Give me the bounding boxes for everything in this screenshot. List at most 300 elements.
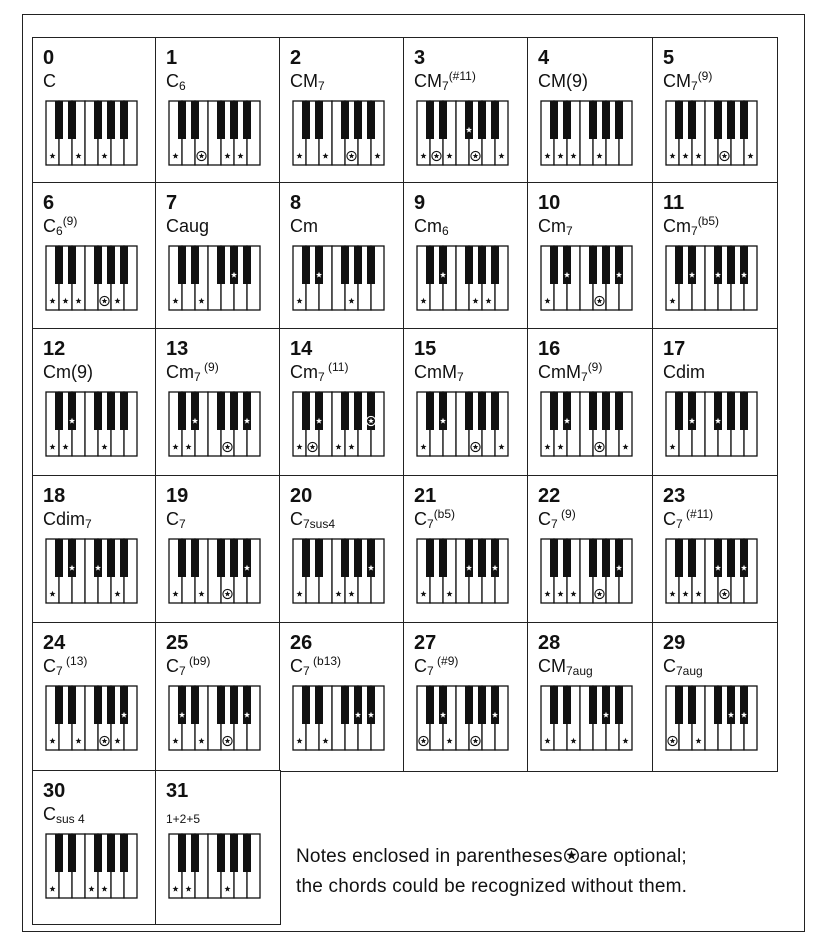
black-key xyxy=(230,246,238,284)
black-key xyxy=(465,686,473,724)
chord-cell xyxy=(652,328,778,477)
black-key xyxy=(740,686,748,724)
black-key xyxy=(589,392,597,430)
black-key xyxy=(302,686,310,724)
chord-name-base: C xyxy=(166,71,179,91)
black-key xyxy=(589,686,597,724)
keyboard-diagram xyxy=(292,685,385,751)
chord-name-base: C xyxy=(538,509,551,529)
black-key xyxy=(478,686,486,724)
black-key xyxy=(191,834,199,872)
caption-line-1-end: are optional; xyxy=(579,846,687,867)
chord-name-base: CM xyxy=(414,71,442,91)
chord-number: 28 xyxy=(538,632,561,654)
chord-name-base: C xyxy=(663,656,676,676)
chord-number: 1 xyxy=(166,47,178,69)
chord-name-base: CM xyxy=(663,71,691,91)
keyboard-diagram xyxy=(665,391,758,457)
black-key xyxy=(465,246,473,284)
chord-name-subscript: 7 xyxy=(691,224,698,238)
chord-name-subscript: 7 xyxy=(56,664,63,678)
chord-name-subscript: 7 xyxy=(179,664,186,678)
black-key xyxy=(491,686,499,724)
chord-cell xyxy=(652,475,778,624)
chord-number: 31 xyxy=(166,780,189,802)
black-key xyxy=(491,539,499,577)
chord-name xyxy=(43,509,92,531)
chord-name-subscript: 7 xyxy=(581,370,588,384)
black-key xyxy=(714,392,722,430)
chord-name-base: C xyxy=(414,509,427,529)
keyboard-diagram xyxy=(416,685,509,751)
chord-cell xyxy=(527,37,654,184)
chord-name xyxy=(290,509,336,531)
black-key xyxy=(341,246,349,284)
keyboard-diagram xyxy=(665,100,758,166)
chord-name-base: Cm xyxy=(290,216,318,236)
black-key xyxy=(230,392,238,430)
chord-cell xyxy=(403,37,529,184)
keyboard-diagram xyxy=(45,685,138,751)
black-key xyxy=(714,686,722,724)
chord-name xyxy=(43,72,56,90)
black-key xyxy=(675,246,683,284)
chord-number: 9 xyxy=(414,192,426,214)
black-key xyxy=(120,539,128,577)
black-key xyxy=(354,539,362,577)
caption-line-2: the chords could be recognized without them. xyxy=(296,876,688,897)
black-key xyxy=(426,539,434,577)
black-key xyxy=(602,246,610,284)
chord-number: 22 xyxy=(538,485,561,507)
chord-cell xyxy=(527,622,654,772)
black-key xyxy=(178,101,186,139)
black-key xyxy=(107,101,115,139)
keyboard-diagram xyxy=(45,833,138,899)
chord-name-superscript: (b9) xyxy=(185,654,211,668)
black-key xyxy=(589,101,597,139)
black-key xyxy=(426,686,434,724)
black-key xyxy=(465,101,473,139)
black-key xyxy=(94,246,102,284)
chord-cell xyxy=(32,328,157,477)
chord-name-subscript: 7aug xyxy=(676,664,703,678)
black-key xyxy=(178,246,186,284)
chord-cell xyxy=(403,475,529,624)
chord-number: 12 xyxy=(43,338,66,360)
black-key xyxy=(243,686,251,724)
chord-name-base: CmM xyxy=(538,362,581,382)
chord-number: 2 xyxy=(290,47,302,69)
black-key xyxy=(426,101,434,139)
chord-name xyxy=(166,805,201,826)
chord-cell xyxy=(527,328,654,477)
chord-cell xyxy=(652,37,778,184)
chord-name xyxy=(166,217,209,235)
black-key xyxy=(120,392,128,430)
black-key xyxy=(55,392,63,430)
black-key xyxy=(727,392,735,430)
black-key xyxy=(550,246,558,284)
optional-notes-caption xyxy=(296,842,687,902)
chord-name-subscript: 7 xyxy=(676,517,683,531)
keyboard-diagram xyxy=(665,685,758,751)
chord-name xyxy=(290,654,342,678)
black-key xyxy=(217,246,225,284)
chord-cell xyxy=(155,475,281,624)
chord-name-base: Cm xyxy=(166,362,194,382)
chord-cell xyxy=(279,182,405,330)
black-key xyxy=(615,539,623,577)
chord-name xyxy=(538,72,588,90)
chord-name-base: CM(9) xyxy=(538,71,588,91)
chord-name-subscript: 7 xyxy=(427,664,434,678)
chord-name xyxy=(43,804,85,826)
chord-name-superscript: (b5) xyxy=(433,507,456,521)
black-key xyxy=(315,246,323,284)
chord-name-base: Cm xyxy=(538,216,566,236)
chord-number: 24 xyxy=(43,632,66,654)
chord-name xyxy=(538,507,576,531)
chord-cell xyxy=(279,475,405,624)
chord-name-base: Cm xyxy=(290,362,318,382)
chord-name-subscript: 7 xyxy=(194,370,201,384)
chord-number: 5 xyxy=(663,47,675,69)
black-key xyxy=(439,686,447,724)
black-key xyxy=(120,686,128,724)
black-key xyxy=(439,539,447,577)
black-key xyxy=(55,834,63,872)
chord-cell xyxy=(155,622,281,772)
black-key xyxy=(243,539,251,577)
chord-cell xyxy=(527,182,654,330)
chord-name-subscript: 7 xyxy=(179,517,186,531)
chord-name-subscript: sus 4 xyxy=(56,812,85,826)
black-key xyxy=(465,539,473,577)
chord-name-base: C xyxy=(663,509,676,529)
black-key xyxy=(178,392,186,430)
black-key xyxy=(740,392,748,430)
caption-line-1-start: Notes enclosed in parentheses xyxy=(296,846,563,867)
chord-name xyxy=(414,216,449,238)
black-key xyxy=(94,686,102,724)
black-key xyxy=(688,392,696,430)
black-key xyxy=(217,101,225,139)
black-key xyxy=(563,539,571,577)
black-key xyxy=(550,101,558,139)
chord-name-base: Cm xyxy=(414,216,442,236)
chord-name xyxy=(663,656,703,678)
black-key xyxy=(243,834,251,872)
chord-number: 29 xyxy=(663,632,686,654)
black-key xyxy=(675,539,683,577)
black-key xyxy=(341,686,349,724)
keyboard-diagram xyxy=(665,245,758,311)
black-key xyxy=(178,834,186,872)
chord-cell xyxy=(32,475,157,624)
keyboard-diagram xyxy=(292,245,385,311)
black-key xyxy=(426,392,434,430)
black-key xyxy=(688,246,696,284)
black-key xyxy=(550,539,558,577)
chord-name xyxy=(414,507,456,531)
chord-name xyxy=(663,69,713,93)
chord-name xyxy=(43,214,78,238)
black-key xyxy=(727,686,735,724)
chord-name xyxy=(414,69,476,93)
circled-star-icon xyxy=(563,847,580,864)
chord-name-subscript: 6 xyxy=(179,79,186,93)
black-key xyxy=(550,392,558,430)
black-key xyxy=(367,101,375,139)
black-key xyxy=(107,392,115,430)
black-key xyxy=(315,101,323,139)
black-key xyxy=(302,101,310,139)
black-key xyxy=(217,834,225,872)
black-key xyxy=(675,392,683,430)
black-key xyxy=(178,539,186,577)
chord-name-base: CM xyxy=(290,71,318,91)
chord-name xyxy=(663,214,720,238)
black-key xyxy=(341,392,349,430)
black-key xyxy=(714,101,722,139)
black-key xyxy=(465,392,473,430)
chord-name-subscript: 7 xyxy=(85,517,92,531)
black-key xyxy=(439,101,447,139)
black-key xyxy=(740,246,748,284)
black-key xyxy=(602,392,610,430)
chord-name xyxy=(538,216,573,238)
chord-cell xyxy=(279,37,405,184)
chord-name-superscript: (9) xyxy=(62,214,78,228)
chord-name-subscript: 7 xyxy=(318,370,325,384)
chord-name-subscript: 7aug xyxy=(566,664,593,678)
keyboard-diagram xyxy=(168,391,261,457)
black-key xyxy=(426,246,434,284)
chord-name xyxy=(290,71,325,93)
chord-cell xyxy=(527,475,654,624)
chord-name xyxy=(166,509,186,531)
black-key xyxy=(55,246,63,284)
keyboard-diagram xyxy=(416,245,509,311)
black-key xyxy=(68,834,76,872)
chord-number: 6 xyxy=(43,192,55,214)
black-key xyxy=(354,101,362,139)
black-key xyxy=(615,686,623,724)
black-key xyxy=(439,392,447,430)
chord-number: 4 xyxy=(538,47,550,69)
black-key xyxy=(94,834,102,872)
black-key xyxy=(714,539,722,577)
keyboard-diagram xyxy=(540,391,633,457)
black-key xyxy=(563,686,571,724)
keyboard-diagram xyxy=(416,538,509,604)
black-key xyxy=(354,686,362,724)
black-key xyxy=(68,539,76,577)
chord-number: 15 xyxy=(414,338,437,360)
chord-number: 8 xyxy=(290,192,302,214)
black-key xyxy=(589,539,597,577)
chord-name-base: C xyxy=(43,804,56,824)
chord-number: 16 xyxy=(538,338,561,360)
chord-name xyxy=(290,360,349,384)
black-key xyxy=(191,101,199,139)
chord-cell xyxy=(155,182,281,330)
black-key xyxy=(315,539,323,577)
black-key xyxy=(243,101,251,139)
keyboard-diagram xyxy=(45,391,138,457)
chord-name-superscript: (b13) xyxy=(309,654,342,668)
chord-name-superscript: (13) xyxy=(62,654,88,668)
chord-name xyxy=(43,363,93,381)
chord-number: 30 xyxy=(43,780,66,802)
black-key xyxy=(230,539,238,577)
chord-name-base: Cdim xyxy=(663,362,706,382)
chord-name-base: Cdim xyxy=(43,509,86,529)
chord-name-base: C xyxy=(414,656,427,676)
chord-number: 19 xyxy=(166,485,189,507)
black-key xyxy=(740,539,748,577)
black-key xyxy=(68,686,76,724)
black-key xyxy=(55,101,63,139)
chord-name-subscript: 7 xyxy=(442,79,449,93)
keyboard-diagram xyxy=(292,391,385,457)
keyboard-diagram xyxy=(168,685,261,751)
chord-number: 21 xyxy=(414,485,437,507)
black-key xyxy=(217,392,225,430)
chord-number: 13 xyxy=(166,338,189,360)
black-key xyxy=(107,686,115,724)
chord-cell xyxy=(155,770,281,925)
black-key xyxy=(302,246,310,284)
black-key xyxy=(230,834,238,872)
black-key xyxy=(94,539,102,577)
black-key xyxy=(491,101,499,139)
chord-name-subscript: 7 xyxy=(551,517,558,531)
black-key xyxy=(688,686,696,724)
chord-name xyxy=(663,507,714,531)
chord-cell xyxy=(32,37,157,184)
keyboard-diagram xyxy=(540,100,633,166)
chord-name-subscript: 7 xyxy=(457,370,464,384)
keyboard-diagram xyxy=(168,538,261,604)
black-key xyxy=(120,246,128,284)
black-key xyxy=(191,392,199,430)
black-key xyxy=(714,246,722,284)
keyboard-diagram xyxy=(540,538,633,604)
chord-name-base: CmM xyxy=(414,362,457,382)
black-key xyxy=(55,686,63,724)
chord-number: 20 xyxy=(290,485,313,507)
keyboard-diagram xyxy=(168,245,261,311)
chord-number: 11 xyxy=(663,192,685,214)
black-key xyxy=(230,101,238,139)
chord-cell xyxy=(403,622,529,772)
black-key xyxy=(615,246,623,284)
black-key xyxy=(688,101,696,139)
chord-name xyxy=(414,654,459,678)
black-key xyxy=(367,539,375,577)
chord-cell xyxy=(279,328,405,477)
black-key xyxy=(120,834,128,872)
black-key xyxy=(478,539,486,577)
chord-name xyxy=(166,71,186,93)
black-key xyxy=(354,392,362,430)
black-key xyxy=(243,246,251,284)
black-key xyxy=(602,101,610,139)
chord-name-base: C xyxy=(43,216,56,236)
chord-number: 23 xyxy=(663,485,686,507)
chord-name xyxy=(166,360,219,384)
keyboard-diagram xyxy=(416,100,509,166)
keyboard-diagram xyxy=(45,538,138,604)
chord-name-superscript: (b5) xyxy=(697,214,720,228)
black-key xyxy=(68,101,76,139)
chord-name-subscript: 7sus4 xyxy=(303,517,336,531)
chord-name-superscript: (9) xyxy=(587,360,603,374)
black-key xyxy=(740,101,748,139)
chord-number: 3 xyxy=(414,47,426,69)
chord-number: 7 xyxy=(166,192,178,214)
black-key xyxy=(302,539,310,577)
black-key xyxy=(491,246,499,284)
black-key xyxy=(94,392,102,430)
black-key xyxy=(563,392,571,430)
chord-cell xyxy=(652,622,778,772)
chord-cell xyxy=(279,622,405,772)
chord-number: 25 xyxy=(166,632,189,654)
chord-name xyxy=(538,656,593,678)
chord-cell xyxy=(32,182,157,330)
chord-name-subscript: 6 xyxy=(56,224,63,238)
chord-name-superscript: (#11) xyxy=(448,69,476,83)
black-key xyxy=(602,686,610,724)
black-key xyxy=(217,686,225,724)
chord-name-base: Cm xyxy=(663,216,691,236)
chord-name-base: C xyxy=(43,656,56,676)
black-key xyxy=(563,101,571,139)
black-key xyxy=(478,392,486,430)
chord-name-superscript: (11) xyxy=(324,360,349,374)
chord-name xyxy=(166,654,211,678)
chord-number: 18 xyxy=(43,485,66,507)
chord-number: 26 xyxy=(290,632,313,654)
chord-name-base: C xyxy=(166,509,179,529)
black-key xyxy=(120,101,128,139)
keyboard-diagram xyxy=(416,391,509,457)
chord-name-subscript: 7 xyxy=(691,79,698,93)
black-key xyxy=(727,101,735,139)
black-key xyxy=(217,539,225,577)
chord-name-superscript: (9) xyxy=(200,360,219,374)
keyboard-diagram xyxy=(665,538,758,604)
chord-name-subscript: 7 xyxy=(427,517,434,531)
chord-number: 17 xyxy=(663,338,686,360)
black-key xyxy=(302,392,310,430)
black-key xyxy=(55,539,63,577)
black-key xyxy=(68,392,76,430)
chord-cell xyxy=(403,328,529,477)
chord-name xyxy=(538,360,603,384)
chord-name-superscript: (#9) xyxy=(433,654,459,668)
chord-cell xyxy=(32,622,157,772)
chord-name-base: C xyxy=(43,71,56,91)
black-key xyxy=(589,246,597,284)
black-key xyxy=(367,686,375,724)
black-key xyxy=(341,539,349,577)
black-key xyxy=(550,686,558,724)
chord-name-base: Cm(9) xyxy=(43,362,93,382)
